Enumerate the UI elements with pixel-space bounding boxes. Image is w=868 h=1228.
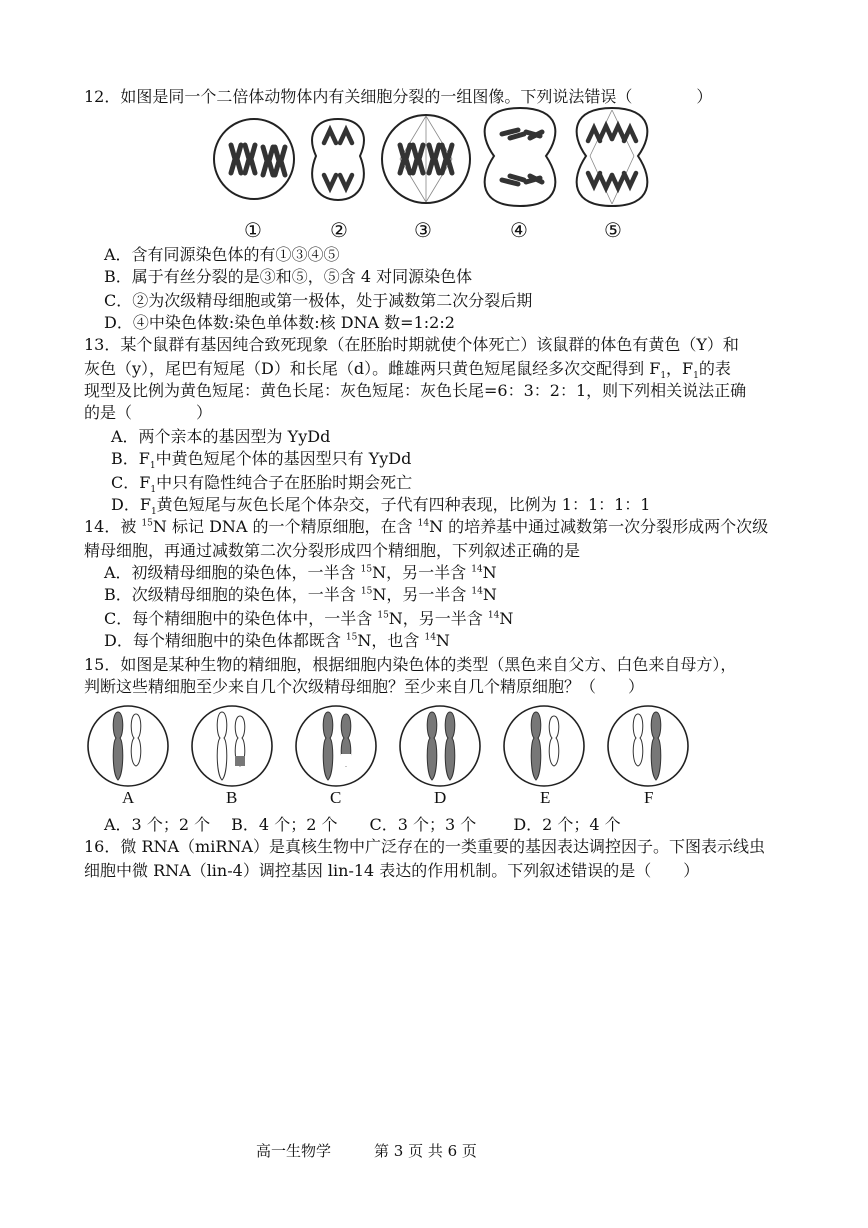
cell-5 [577, 108, 648, 206]
fig-label-5: ⑤ [604, 218, 622, 242]
q12-option-b: B．属于有丝分裂的是③和⑤，⑤含 4 对同源染色体 [104, 267, 473, 286]
q16-line-1: 16．微 RNA（miRNA）是真核生物中广泛存在的一类重要的基因表达调控因子。下图表示线虫 [84, 837, 765, 856]
q14-option-a: A．初级精母细胞的染色体，一半含 $^{15}$N，另一半含 $^{14}$N [104, 563, 497, 582]
sperm-label-b: B [226, 788, 238, 807]
cell-4 [485, 108, 556, 206]
sperm-label-e: E [540, 788, 551, 807]
footer-subject: 高一生物学 [256, 1142, 332, 1160]
fig-label-4: ④ [510, 218, 528, 242]
q12-stem: 12．如图是同一个二倍体动物体内有关细胞分裂的一组图像。下列说法错误（ ） [84, 87, 713, 106]
footer-page-number: 第 3 页 共 6 页 [374, 1142, 477, 1160]
q12-option-c: C．②为次级精母细胞或第一极体，处于减数第二次分裂后期 [104, 291, 533, 310]
sperm-label-d: D [434, 788, 447, 807]
cell-1 [214, 119, 294, 199]
sperm-cell-f [608, 706, 688, 786]
sperm-cell-d [400, 706, 480, 786]
q14-line-2: 精母细胞，再通过减数第二次分裂形成四个精细胞，下列叙述正确的是 [84, 541, 581, 560]
sperm-label-f: F [644, 788, 654, 807]
q14-line-1: 14．被 $^{15}$N 标记 DNA 的一个精原细胞，在含 $^{14}$N 的培养基中通过减数第一次分裂形成两个次级 [84, 517, 769, 536]
q13-line-4: 的是（ ） [84, 403, 213, 422]
q15-line-1: 15．如图是某种生物的精细胞，根据细胞内染色体的类型（黑色来自父方、白色来自母方）， [84, 655, 737, 674]
fig-label-2: ② [330, 218, 348, 242]
q14-option-b: B．次级精母细胞的染色体，一半含 $^{15}$N，另一半含 $^{14}$N [104, 585, 497, 604]
fig-label-3: ③ [414, 218, 432, 242]
sperm-label-c: C [330, 788, 342, 807]
sperm-cell-c [296, 706, 376, 786]
q13-option-a: A．两个亲本的基因型为 YyDd [111, 427, 331, 446]
q15-options: A．3 个；2 个 B．4 个；2 个 C．3 个；3 个 D．2 个；4 个 [104, 815, 621, 834]
q14-option-d: D．每个精细胞中的染色体都既含 $^{15}$N，也含 $^{14}$N [104, 631, 450, 650]
q13-option-b: B．$F_1$中黄色短尾个体的基因型只有 YyDd [111, 449, 412, 472]
q13-line-1: 13．某个鼠群有基因纯合致死现象（在胚胎时期就使个体死亡）该鼠群的体色有黄色（Y）和 [84, 335, 739, 354]
q12-option-d: D．④中染色体数:染色单体数:核 DNA 数=1:2:2 [104, 313, 455, 332]
q15-sperm-cell-figure [84, 704, 704, 814]
q15-line-2: 判断这些精细胞至少来自几个次级精母细胞？至少来自几个精原细胞？（ ） [84, 677, 645, 696]
q12-cell-division-figure [210, 104, 670, 244]
sperm-cell-e [504, 706, 584, 786]
q13-line-3: 现型及比例为黄色短尾：黄色长尾：灰色短尾：灰色长尾=6：3：2：1，则下列相关说法正确 [84, 381, 747, 400]
sperm-label-a: A [122, 788, 135, 807]
fig-label-1: ① [244, 218, 262, 242]
q14-option-c: C．每个精细胞中的染色体中，一半含 $^{15}$N，另一半含 $^{14}$N [104, 609, 514, 628]
sperm-cell-a [88, 706, 168, 786]
q13-option-d: D．$F_1$黄色短尾与灰色长尾个体杂交，子代有四种表现，比例为 1：1：1：1 [111, 495, 651, 518]
q13-option-c: C．$F_1$中只有隐性纯合子在胚胎时期会死亡 [111, 473, 413, 496]
sperm-cell-b [192, 706, 272, 786]
cell-2 [312, 119, 364, 200]
q12-option-a: A．含有同源染色体的有①③④⑤ [104, 245, 340, 264]
cell-3 [382, 115, 470, 203]
q16-line-2: 细胞中微 RNA（lin-4）调控基因 lin-14 表达的作用机制。下列叙述错误的是（ ） [84, 861, 700, 880]
q13-line-2: 灰色（y），尾巴有短尾（D）和长尾（d）。雌雄两只黄色短尾鼠经多次交配得到 $F_1$，$F_1$的表 [84, 359, 731, 382]
